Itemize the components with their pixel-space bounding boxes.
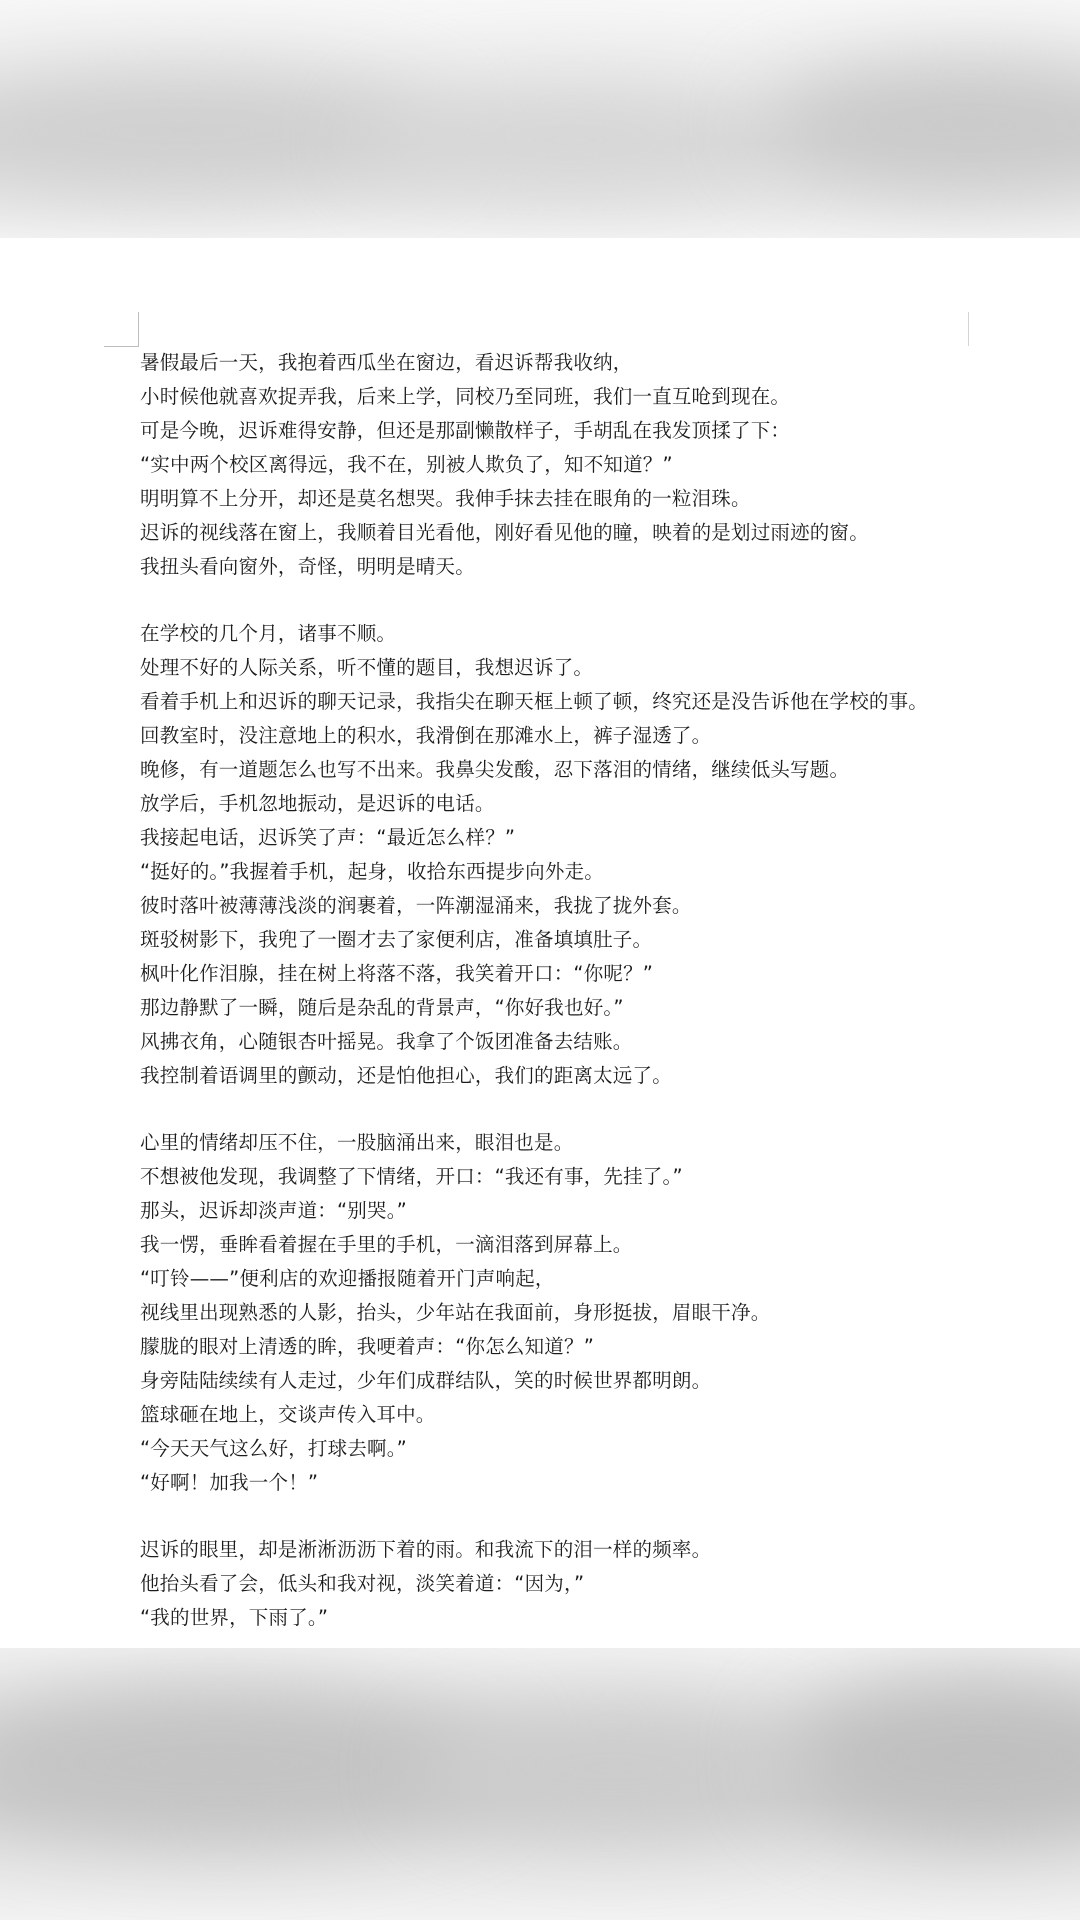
text-line: 明明算不上分开，却还是莫名想哭。我伸手抹去挂在眼角的一粒泪珠。 xyxy=(140,487,751,510)
text-line: 我扭头看向窗外，奇怪，明明是晴天。 xyxy=(140,555,475,578)
document-page xyxy=(0,238,1080,1648)
text-line: 小时候他就喜欢捉弄我，后来上学，同校乃至同班，我们一直互呛到现在。 xyxy=(140,385,791,408)
text-line: 我一愣，垂眸看着握在手里的手机，一滴泪落到屏幕上。 xyxy=(140,1233,633,1256)
text-line: 他抬头看了会，低头和我对视，淡笑着道：“因为，” xyxy=(140,1572,585,1595)
text-line: 身旁陆陆续续有人走过，少年们成群结队，笑的时候世界都明朗。 xyxy=(140,1369,712,1392)
text-line: “今天天气这么好，打球去啊。” xyxy=(140,1437,407,1460)
text-line: 朦胧的眼对上清透的眸，我哽着声：“你怎么知道？” xyxy=(140,1335,595,1358)
text-line: 处理不好的人际关系，听不懂的题目，我想迟诉了。 xyxy=(140,656,594,679)
text-line: “叮铃——”便利店的欢迎播报随着开门声响起， xyxy=(140,1267,555,1290)
top-blurred-background xyxy=(0,0,1080,238)
text-line: 风拂衣角，心随银杏叶摇晃。我拿了个饭团准备去结账。 xyxy=(140,1030,633,1053)
text-line: 看着手机上和迟诉的聊天记录，我指尖在聊天框上顿了顿，终究还是没告诉他在学校的事。 xyxy=(140,690,929,713)
text-line: “好啊！加我一个！” xyxy=(140,1471,319,1494)
text-line: “挺好的。”我握着手机，起身，收拾东西提步向外走。 xyxy=(140,860,604,883)
document-body xyxy=(140,346,1020,1635)
text-line: 放学后，手机忽地振动，是迟诉的电话。 xyxy=(140,792,495,815)
paragraph xyxy=(140,346,1020,584)
text-line: 迟诉的眼里，却是淅淅沥沥下着的雨。和我流下的泪一样的频率。 xyxy=(140,1538,712,1561)
text-line: 回教室时，没注意地上的积水，我滑倒在那滩水上，裤子湿透了。 xyxy=(140,724,712,747)
text-line: 斑驳树影下，我兜了一圈才去了家便利店，准备填填肚子。 xyxy=(140,928,653,951)
text-line: 暑假最后一天，我抱着西瓜坐在窗边，看迟诉帮我收纳， xyxy=(140,351,633,374)
text-line: 我控制着语调里的颤动，还是怕他担心，我们的距离太远了。 xyxy=(140,1064,672,1087)
text-line: 那边静默了一瞬，随后是杂乱的背景声，“你好我也好。” xyxy=(140,996,624,1019)
text-line: 心里的情绪却压不住，一股脑涌出来，眼泪也是。 xyxy=(140,1131,574,1154)
text-line: 晚修，有一道题怎么也写不出来。我鼻尖发酸，忍下落泪的情绪，继续低头写题。 xyxy=(140,758,850,781)
page-margin-right-mark xyxy=(968,312,971,346)
paragraph xyxy=(140,617,1020,1093)
text-line: 那头，迟诉却淡声道：“别哭。” xyxy=(140,1199,407,1222)
text-line: 不想被他发现，我调整了下情绪，开口：“我还有事，先挂了。” xyxy=(140,1165,683,1188)
text-line: 枫叶化作泪腺，挂在树上将落不落，我笑着开口：“你呢？” xyxy=(140,962,654,985)
text-line: 我接起电话，迟诉笑了声：“最近怎么样？” xyxy=(140,826,516,849)
paragraph xyxy=(140,1126,1020,1500)
text-line: 视线里出现熟悉的人影，抬头，少年站在我面前，身形挺拔，眉眼干净。 xyxy=(140,1301,771,1324)
bottom-blurred-background xyxy=(0,1648,1080,1920)
text-line: 迟诉的视线落在窗上，我顺着目光看他，刚好看见他的瞳，映着的是划过雨迹的窗。 xyxy=(140,521,869,544)
paragraph xyxy=(140,1533,1020,1635)
text-line: 篮球砸在地上，交谈声传入耳中。 xyxy=(140,1403,436,1426)
text-line: 在学校的几个月，诸事不顺。 xyxy=(140,622,397,645)
text-line: 彼时落叶被薄薄浅淡的润裹着，一阵潮湿涌来，我拢了拢外套。 xyxy=(140,894,692,917)
text-line: 可是今晚，迟诉难得安静，但还是那副懒散样子，手胡乱在我发顶揉了下： xyxy=(140,419,791,442)
text-line: “我的世界，下雨了。” xyxy=(140,1606,329,1629)
text-line: “实中两个校区离得远，我不在，别被人欺负了，知不知道？” xyxy=(140,453,673,476)
page-margin-corner-mark xyxy=(104,312,139,347)
